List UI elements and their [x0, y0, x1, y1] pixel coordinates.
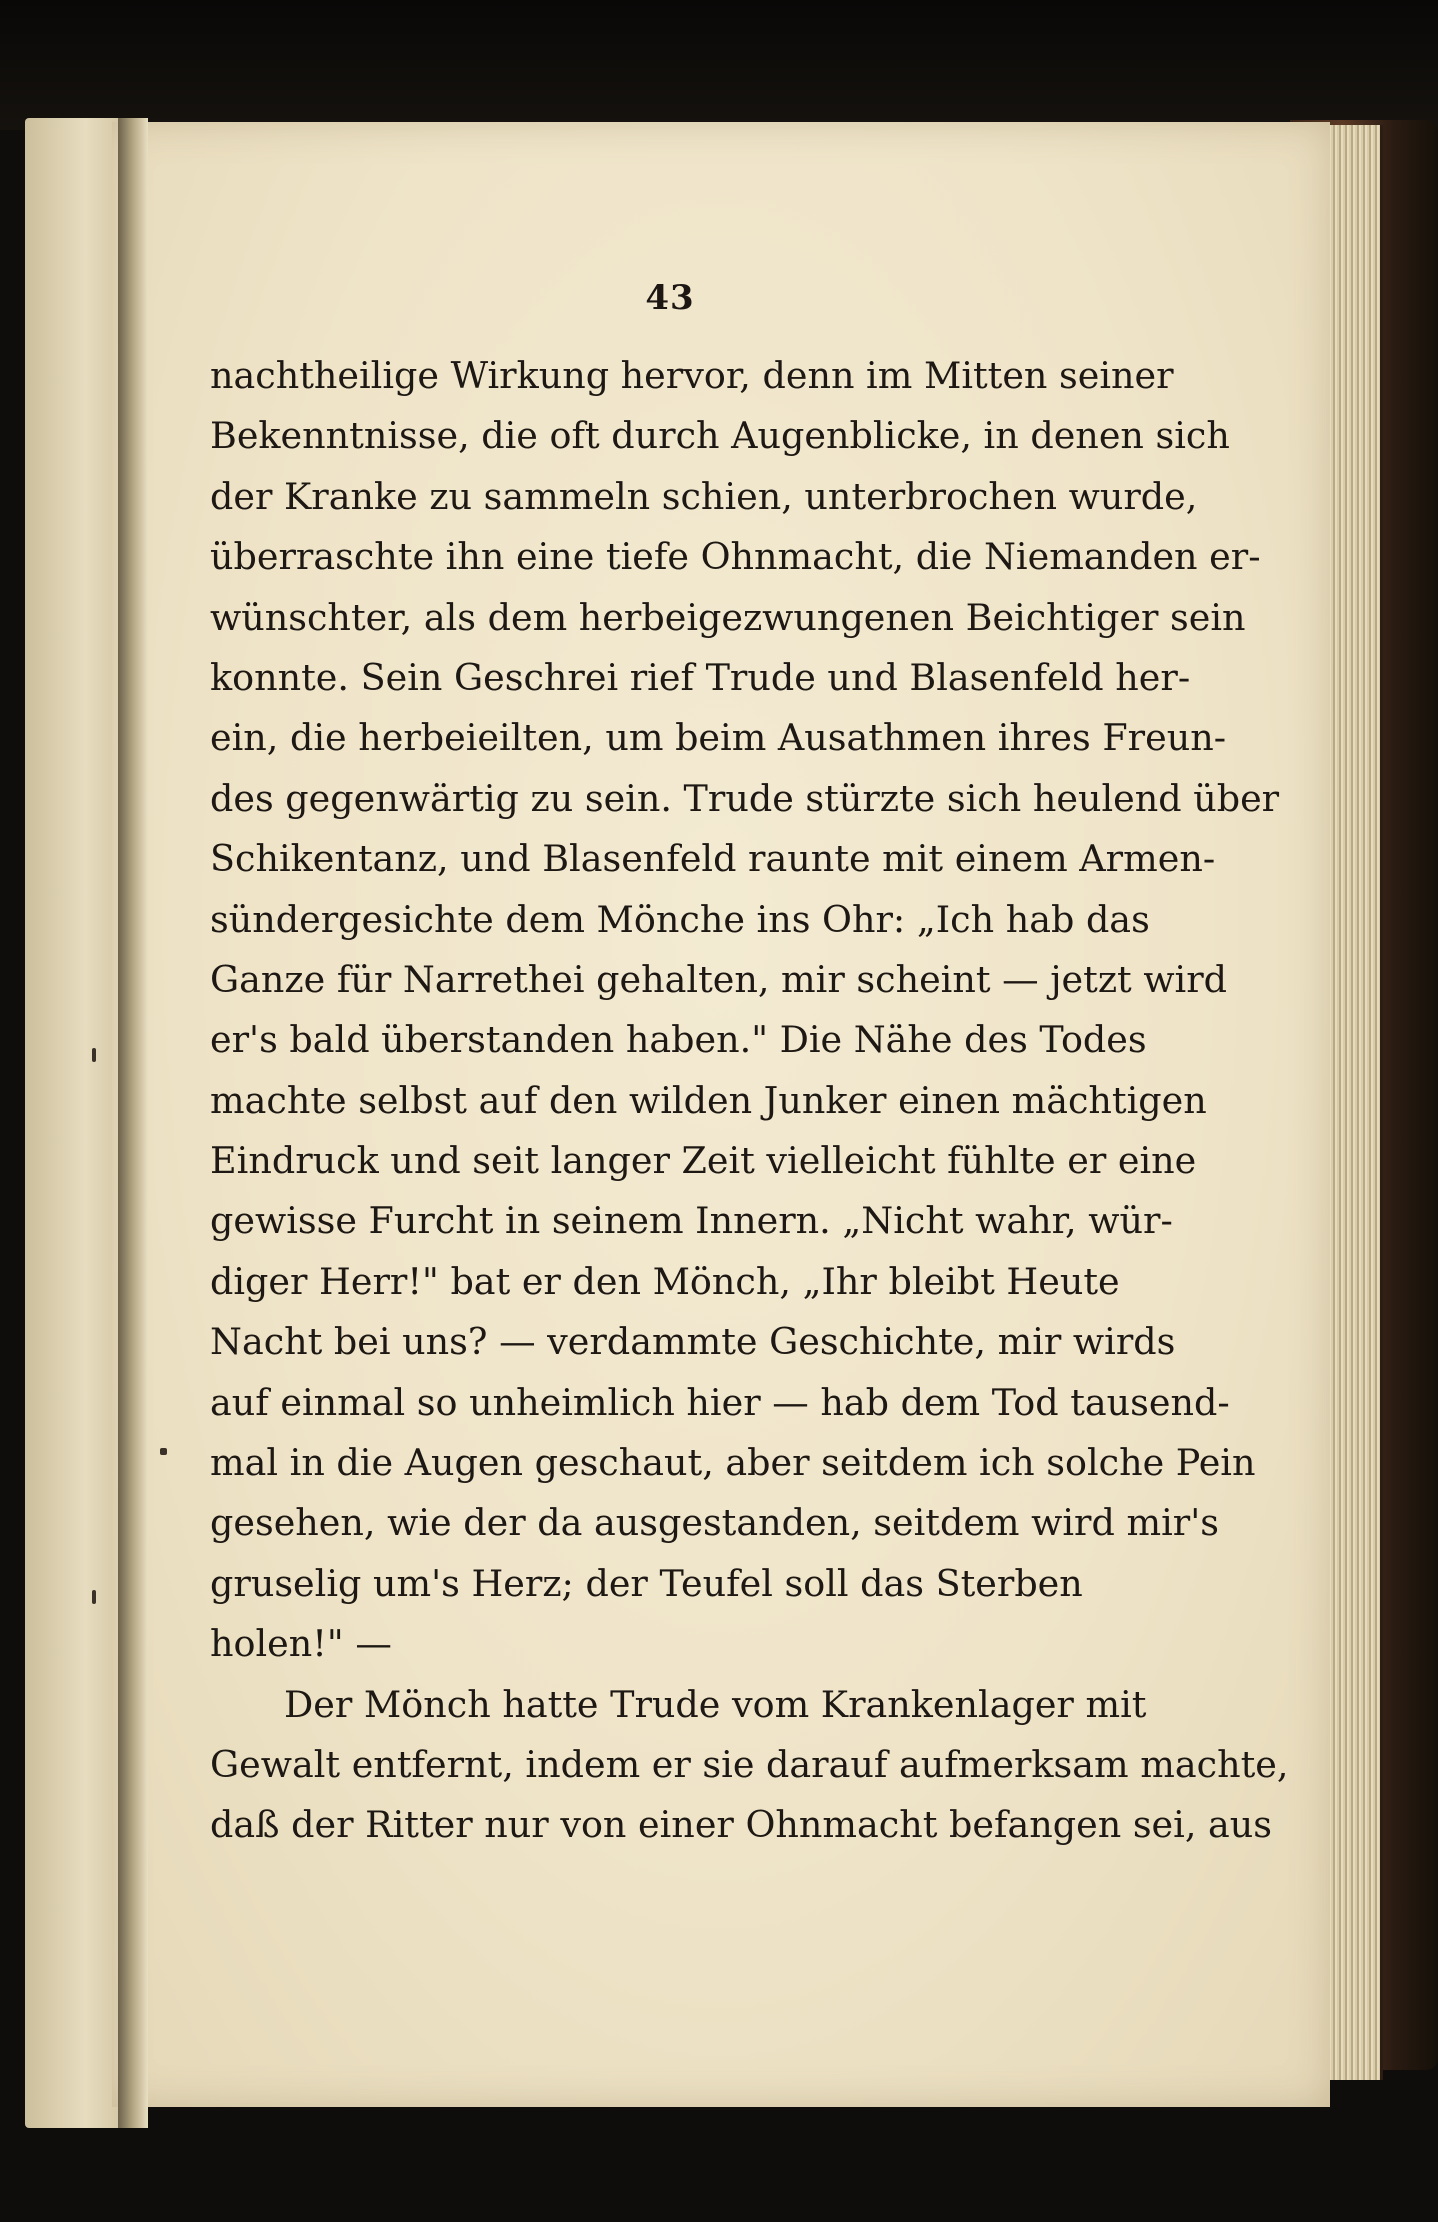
page-gutter: [118, 118, 148, 2128]
text-line: Gewalt entfernt, indem er sie darauf aufmerksam machte,: [210, 1742, 1289, 1786]
text-line: auf einmal so unheimlich hier — hab dem Tod tausend-: [210, 1380, 1230, 1424]
book-cover-top: [0, 0, 1438, 130]
text-line: gruselig um's Herz; der Teufel soll das Sterben: [210, 1561, 1083, 1605]
text-line: überraschte ihn eine tiefe Ohnmacht, die Niemanden er-: [210, 535, 1261, 579]
text-line: des gegenwärtig zu sein. Trude stürzte sich heulend über: [210, 776, 1280, 820]
text-line: gesehen, wie der da ausgestanden, seitdem wird mir's: [210, 1501, 1219, 1545]
text-line: er's bald überstanden haben." Die Nähe des Todes: [210, 1018, 1147, 1062]
page-number: 43: [645, 278, 695, 318]
text-line: Bekenntnisse, die oft durch Augenblicke, in denen sich: [210, 414, 1230, 458]
text-line: daß der Ritter nur von einer Ohnmacht befangen sei, aus: [210, 1803, 1273, 1847]
text-line: holen!" —: [210, 1622, 392, 1666]
text-line: Ganze für Narrethei gehalten, mir scheint — jetzt wird: [210, 957, 1228, 1001]
margin-mark: [92, 1048, 96, 1062]
margin-mark: [92, 1590, 96, 1604]
text-line: sündergesichte dem Mönche ins Ohr: „Ich hab das: [210, 897, 1150, 941]
text-line: Nacht bei uns? — verdammte Geschichte, mir wirds: [210, 1320, 1176, 1364]
text-line: mal in die Augen geschaut, aber seitdem ich solche Pein: [210, 1441, 1256, 1485]
text-line: Eindruck und seit langer Zeit vielleicht fühlte er eine: [210, 1139, 1197, 1183]
text-line: gewisse Furcht in seinem Innern. „Nicht wahr, wür-: [210, 1199, 1173, 1243]
paragraph-start-line: Der Mönch hatte Trude vom Krankenlager mit: [284, 1682, 1147, 1726]
text-line: Schikentanz, und Blasenfeld raunte mit einem Armen-: [210, 837, 1216, 881]
text-line: der Kranke zu sammeln schien, unterbrochen wurde,: [210, 474, 1198, 518]
text-line: diger Herr!" bat er den Mönch, „Ihr bleibt Heute: [210, 1259, 1120, 1303]
body-text: [210, 346, 1289, 1856]
margin-mark: [160, 1448, 167, 1455]
text-line: konnte. Sein Geschrei rief Trude und Blasenfeld her-: [210, 655, 1191, 699]
text-line: ein, die herbeieilten, um beim Ausathmen ihres Freun-: [210, 716, 1227, 760]
text-line: machte selbst auf den wilden Junker einen mächtigen: [210, 1078, 1207, 1122]
text-line: wünschter, als dem herbeigezwungenen Beichtiger sein: [210, 595, 1246, 639]
text-line: nachtheilige Wirkung hervor, denn im Mitten seiner: [210, 354, 1174, 397]
